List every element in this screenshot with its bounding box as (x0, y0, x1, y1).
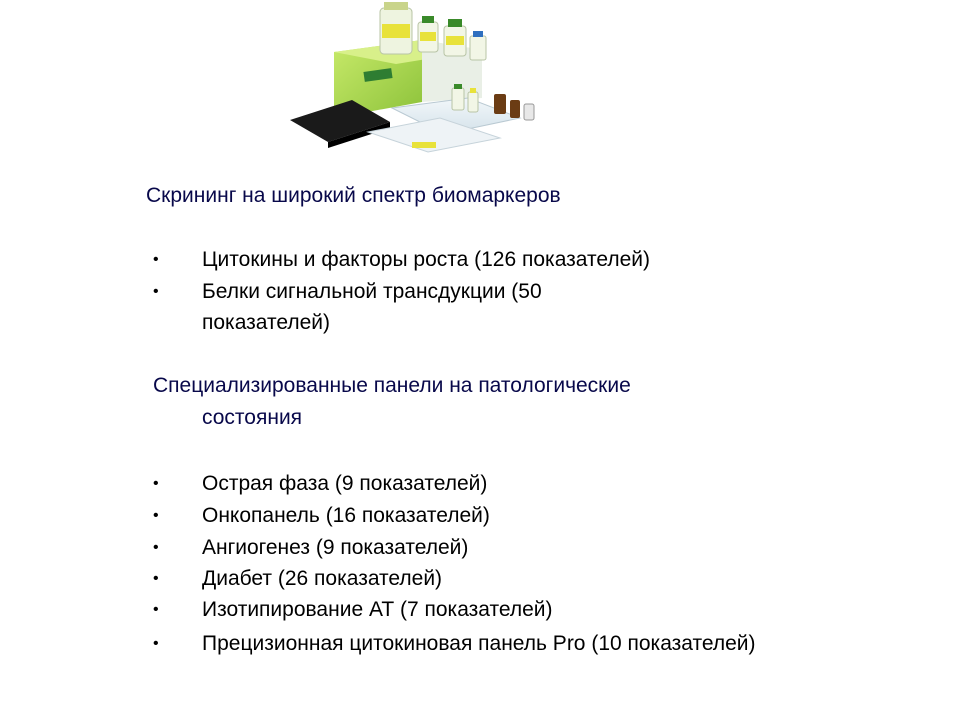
list-item (153, 628, 773, 690)
list-item (153, 532, 773, 563)
section-heading-screening: Скрининг на широкий спектр биомаркеров (146, 184, 561, 207)
list-item (153, 244, 773, 275)
list-item (153, 276, 773, 338)
bullet-icon: • (153, 601, 159, 618)
bullet-icon: • (153, 570, 159, 587)
list-item-text: Диабет (26 показателей) (202, 567, 443, 590)
list-item (153, 468, 773, 499)
section-heading-specialized-line2: состояния (202, 406, 303, 429)
list-item-text: Изотипирование АТ (7 показателей) (202, 598, 553, 621)
list-item-text: Цитокины и факторы роста (126 показателей) (202, 248, 651, 271)
bullet-icon: • (153, 539, 159, 556)
list-item (153, 563, 773, 594)
list-item (153, 500, 773, 531)
bullet-icon: • (153, 507, 159, 524)
reagent-kit-photo (272, 0, 562, 170)
bullet-icon: • (153, 251, 159, 268)
list-item-text: Онкопанель (16 показателей) (202, 504, 490, 527)
bullet-icon: • (153, 475, 159, 492)
bullet-icon: • (153, 635, 159, 652)
list-item-text: Острая фаза (9 показателей) (202, 472, 488, 495)
list-item-text: Ангиогенез (9 показателей) (202, 536, 469, 559)
list-item (153, 594, 773, 625)
section-heading-specialized-line1: Специализированные панели на патологические (153, 374, 631, 397)
list-item-text: Прецизионная цитокиновая панель Pro (10 показателей) (202, 632, 756, 655)
list-item-text: Белки сигнальной трансдукции (50 показателей) (202, 280, 542, 334)
bullet-icon: • (153, 283, 159, 300)
